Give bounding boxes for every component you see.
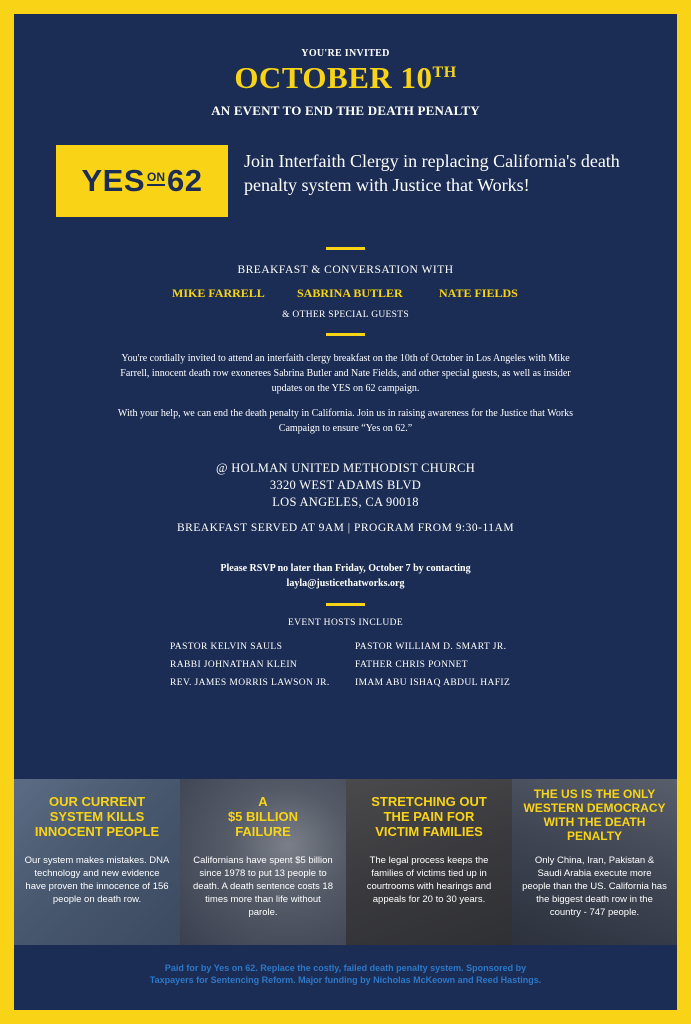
rsvp-email[interactable]: layla@justicethatworks.org: [286, 578, 405, 589]
invited-label: YOU'RE INVITED: [301, 48, 390, 59]
panel-body: The legal process keeps the families of victims tied up in courtrooms with hearings and appeals for 20 to 30 years.: [366, 855, 492, 905]
venue-address: [14, 460, 677, 511]
breakfast-title: BREAKFAST & CONVERSATION WITH: [237, 264, 454, 276]
host-name: REV. JAMES MORRIS LAWSON JR.: [170, 678, 330, 688]
logo-yes: YES: [81, 163, 146, 198]
invitation-paragraph: You're cordially invited to attend an interfaith clergy breakfast on the 10th of October in Los Angeles with Mike Farrell, innocent death row exonerees Sabrina Butler and Nate Fields, and other special guests, as well as insider updates on the YES on 62 campaign.: [120, 353, 571, 394]
panel-heading-line: INNOCENT PEOPLE: [34, 824, 160, 839]
invitation-paragraph: With your help, we can end the death penalty in California. Join us in raising awareness for the Justice that Works Campaign to ensure “Yes on 62.”: [117, 408, 574, 434]
panel-heading-line: WESTERN DEMOCRACY: [523, 801, 666, 815]
divider-rule: [326, 603, 365, 606]
schedule-line: BREAKFAST SERVED AT 9AM | PROGRAM FROM 9:30-11AM: [176, 522, 515, 534]
logo-on: ON: [147, 169, 166, 184]
host-name: IMAM ABU ISHAQ ABDUL HAFIZ: [355, 678, 511, 688]
logo-number: 62: [167, 163, 203, 198]
panel-heading-line: THE PAIN FOR: [383, 809, 475, 824]
hosts-title: EVENT HOSTS INCLUDE: [287, 618, 404, 628]
divider-rule: [326, 247, 365, 250]
tagline: Join Interfaith Clergy in replacing California's death penalty system with Justice that Works!: [244, 151, 620, 195]
event-subheading: AN EVENT TO END THE DEATH PENALTY: [211, 103, 480, 118]
rsvp-text: Please RSVP no later than Friday, October 7 by contacting: [220, 563, 471, 574]
panel-heading-line: FAILURE: [235, 824, 291, 839]
panel-heading: [518, 787, 671, 843]
fact-panel: [14, 779, 180, 945]
fact-panel: [512, 779, 677, 945]
host-name: PASTOR KELVIN SAULS: [170, 642, 283, 652]
guest-name: NATE FIELDS: [439, 286, 518, 300]
event-date: [14, 60, 677, 96]
guest-name: SABRINA BUTLER: [297, 286, 403, 300]
fact-panel: [346, 779, 512, 945]
fact-panel: [180, 779, 346, 945]
panel-body: Only China, Iran, Pakistan & Saudi Arabia execute more people than the US. California has the biggest death row in the country - 747 people.: [522, 855, 667, 918]
venue-name: @ HOLMAN UNITED METHODIST CHURCH: [215, 461, 476, 475]
event-date-main: OCTOBER 10: [234, 60, 433, 95]
host-name: PASTOR WILLIAM D. SMART JR.: [355, 642, 507, 652]
panel-heading-line: PENALTY: [566, 829, 623, 843]
host-name: RABBI JOHNATHAN KLEIN: [170, 660, 298, 670]
flyer-background: [14, 14, 677, 1010]
panel-heading-line: WITH THE DEATH: [543, 815, 646, 829]
disclaimer-line: Taxpayers for Sentencing Reform. Major funding by Nicholas McKeown and Reed Hastings.: [149, 975, 542, 985]
panel-heading-line: A: [258, 794, 268, 809]
panel-heading-line: OUR CURRENT: [48, 794, 146, 809]
panel-heading-line: SYSTEM KILLS: [49, 809, 145, 824]
disclaimer-line: Paid for by Yes on 62. Replace the costly, failed death penalty system. Sponsored by: [164, 963, 527, 973]
guest-name: MIKE FARRELL: [172, 286, 265, 300]
paid-for-disclaimer: [44, 962, 647, 986]
divider-rule: [326, 333, 365, 336]
venue-city: LOS ANGELES, CA 90018: [272, 495, 419, 509]
venue-street: 3320 WEST ADAMS BLVD: [269, 478, 422, 492]
event-date-suffix: TH: [432, 64, 457, 81]
panel-heading-line: $5 BILLION: [227, 809, 299, 824]
panel-heading: [20, 794, 174, 839]
rsvp-block: [14, 561, 677, 591]
panel-heading: [186, 794, 340, 839]
host-name: FATHER CHRIS PONNET: [355, 660, 468, 670]
fact-panels: [14, 779, 677, 945]
other-guests-label: & OTHER SPECIAL GUESTS: [282, 310, 409, 320]
panel-heading-line: VICTIM FAMILIES: [375, 824, 483, 839]
panel-heading: [352, 794, 506, 839]
panel-heading-line: STRETCHING OUT: [371, 794, 487, 809]
panel-body: Our system makes mistakes. DNA technology and new evidence have proven the innocence of 156 people on death row.: [24, 855, 170, 905]
panel-heading-line: THE US IS THE ONLY: [533, 787, 656, 801]
panel-body: Californians have spent $5 billion since 1978 to put 13 people to death. A death sentence costs 18 times more than life without parole.: [193, 855, 333, 918]
yes-on-62-logo: [56, 145, 228, 217]
